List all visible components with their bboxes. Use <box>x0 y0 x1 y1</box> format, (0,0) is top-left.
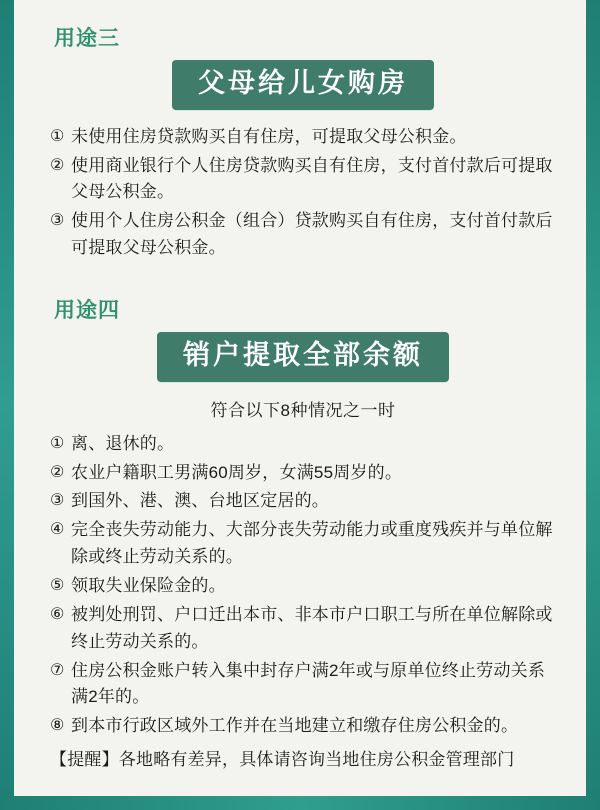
section-spacer <box>50 268 556 276</box>
item-number: ④ <box>50 521 65 539</box>
section-usage-four <box>50 294 556 773</box>
item-number: ⑥ <box>50 605 65 623</box>
list-item <box>50 460 556 487</box>
list-item <box>50 488 556 515</box>
list-item <box>50 573 556 600</box>
reminder-note: 【提醒】各地略有差异，具体请咨询当地住房公积金管理部门 <box>50 750 515 770</box>
item-text: 住房公积金账户转入集中封存户满2年或与原单位终止劳动关系满2年的。 <box>71 660 546 707</box>
bottom-border-decoration <box>0 796 600 810</box>
item-number: ① <box>50 434 65 452</box>
item-list-four <box>50 431 556 740</box>
list-item <box>50 713 556 740</box>
banner-row-four <box>50 332 556 382</box>
item-number: ⑧ <box>50 717 65 735</box>
list-item <box>50 124 556 151</box>
item-number: ② <box>50 463 65 481</box>
banner-row-three <box>50 60 556 110</box>
item-number: ⑦ <box>50 661 65 679</box>
item-number: ② <box>50 156 65 174</box>
list-item <box>50 431 556 458</box>
section-label-four: 用途四 <box>54 298 120 322</box>
item-number: ③ <box>50 492 65 510</box>
item-text: 未使用住房贷款购买自有住房，可提取父母公积金。 <box>71 126 467 146</box>
right-border-decoration <box>586 0 600 810</box>
item-text: 农业户籍职工男满60周岁，女满55周岁的。 <box>71 462 403 482</box>
list-item <box>50 658 556 712</box>
item-text: 离、退休的。 <box>71 433 175 453</box>
item-list-three <box>50 124 556 262</box>
section-subtitle-four: 符合以下8种情况之一时 <box>210 400 396 420</box>
list-item <box>50 208 556 262</box>
section-banner-four: 销户提取全部余额 <box>157 332 449 382</box>
list-item <box>50 153 556 207</box>
item-number: ① <box>50 127 65 145</box>
left-border-decoration <box>0 0 14 810</box>
item-number: ⑤ <box>50 576 65 594</box>
section-label-three: 用途三 <box>54 27 120 50</box>
item-text: 到本市行政区域外工作并在当地建立和缴存住房公积金的。 <box>71 716 519 736</box>
item-number: ③ <box>50 212 65 230</box>
item-text: 完全丧失劳动能力、大部分丧失劳动能力或重度残疾并与单位解除或终止劳动关系的。 <box>71 520 553 567</box>
list-item <box>50 517 556 571</box>
poster-content <box>14 0 586 796</box>
item-text: 使用个人住房公积金（组合）贷款购买自有住房，支付首付款后可提取父母公积金。 <box>71 211 553 258</box>
section-banner-three: 父母给儿女购房 <box>172 60 434 110</box>
item-text: 领取失业保险金的。 <box>71 575 226 595</box>
list-item <box>50 602 556 656</box>
section-usage-three <box>50 22 556 262</box>
item-text: 到国外、港、澳、台地区定居的。 <box>71 491 329 511</box>
item-text: 被判处刑罚、户口迁出本市、非本市户口职工与所在单位解除或终止劳动关系的。 <box>71 604 553 651</box>
item-text: 使用商业银行个人住房贷款购买自有住房，支付首付款后可提取父母公积金。 <box>71 155 553 202</box>
